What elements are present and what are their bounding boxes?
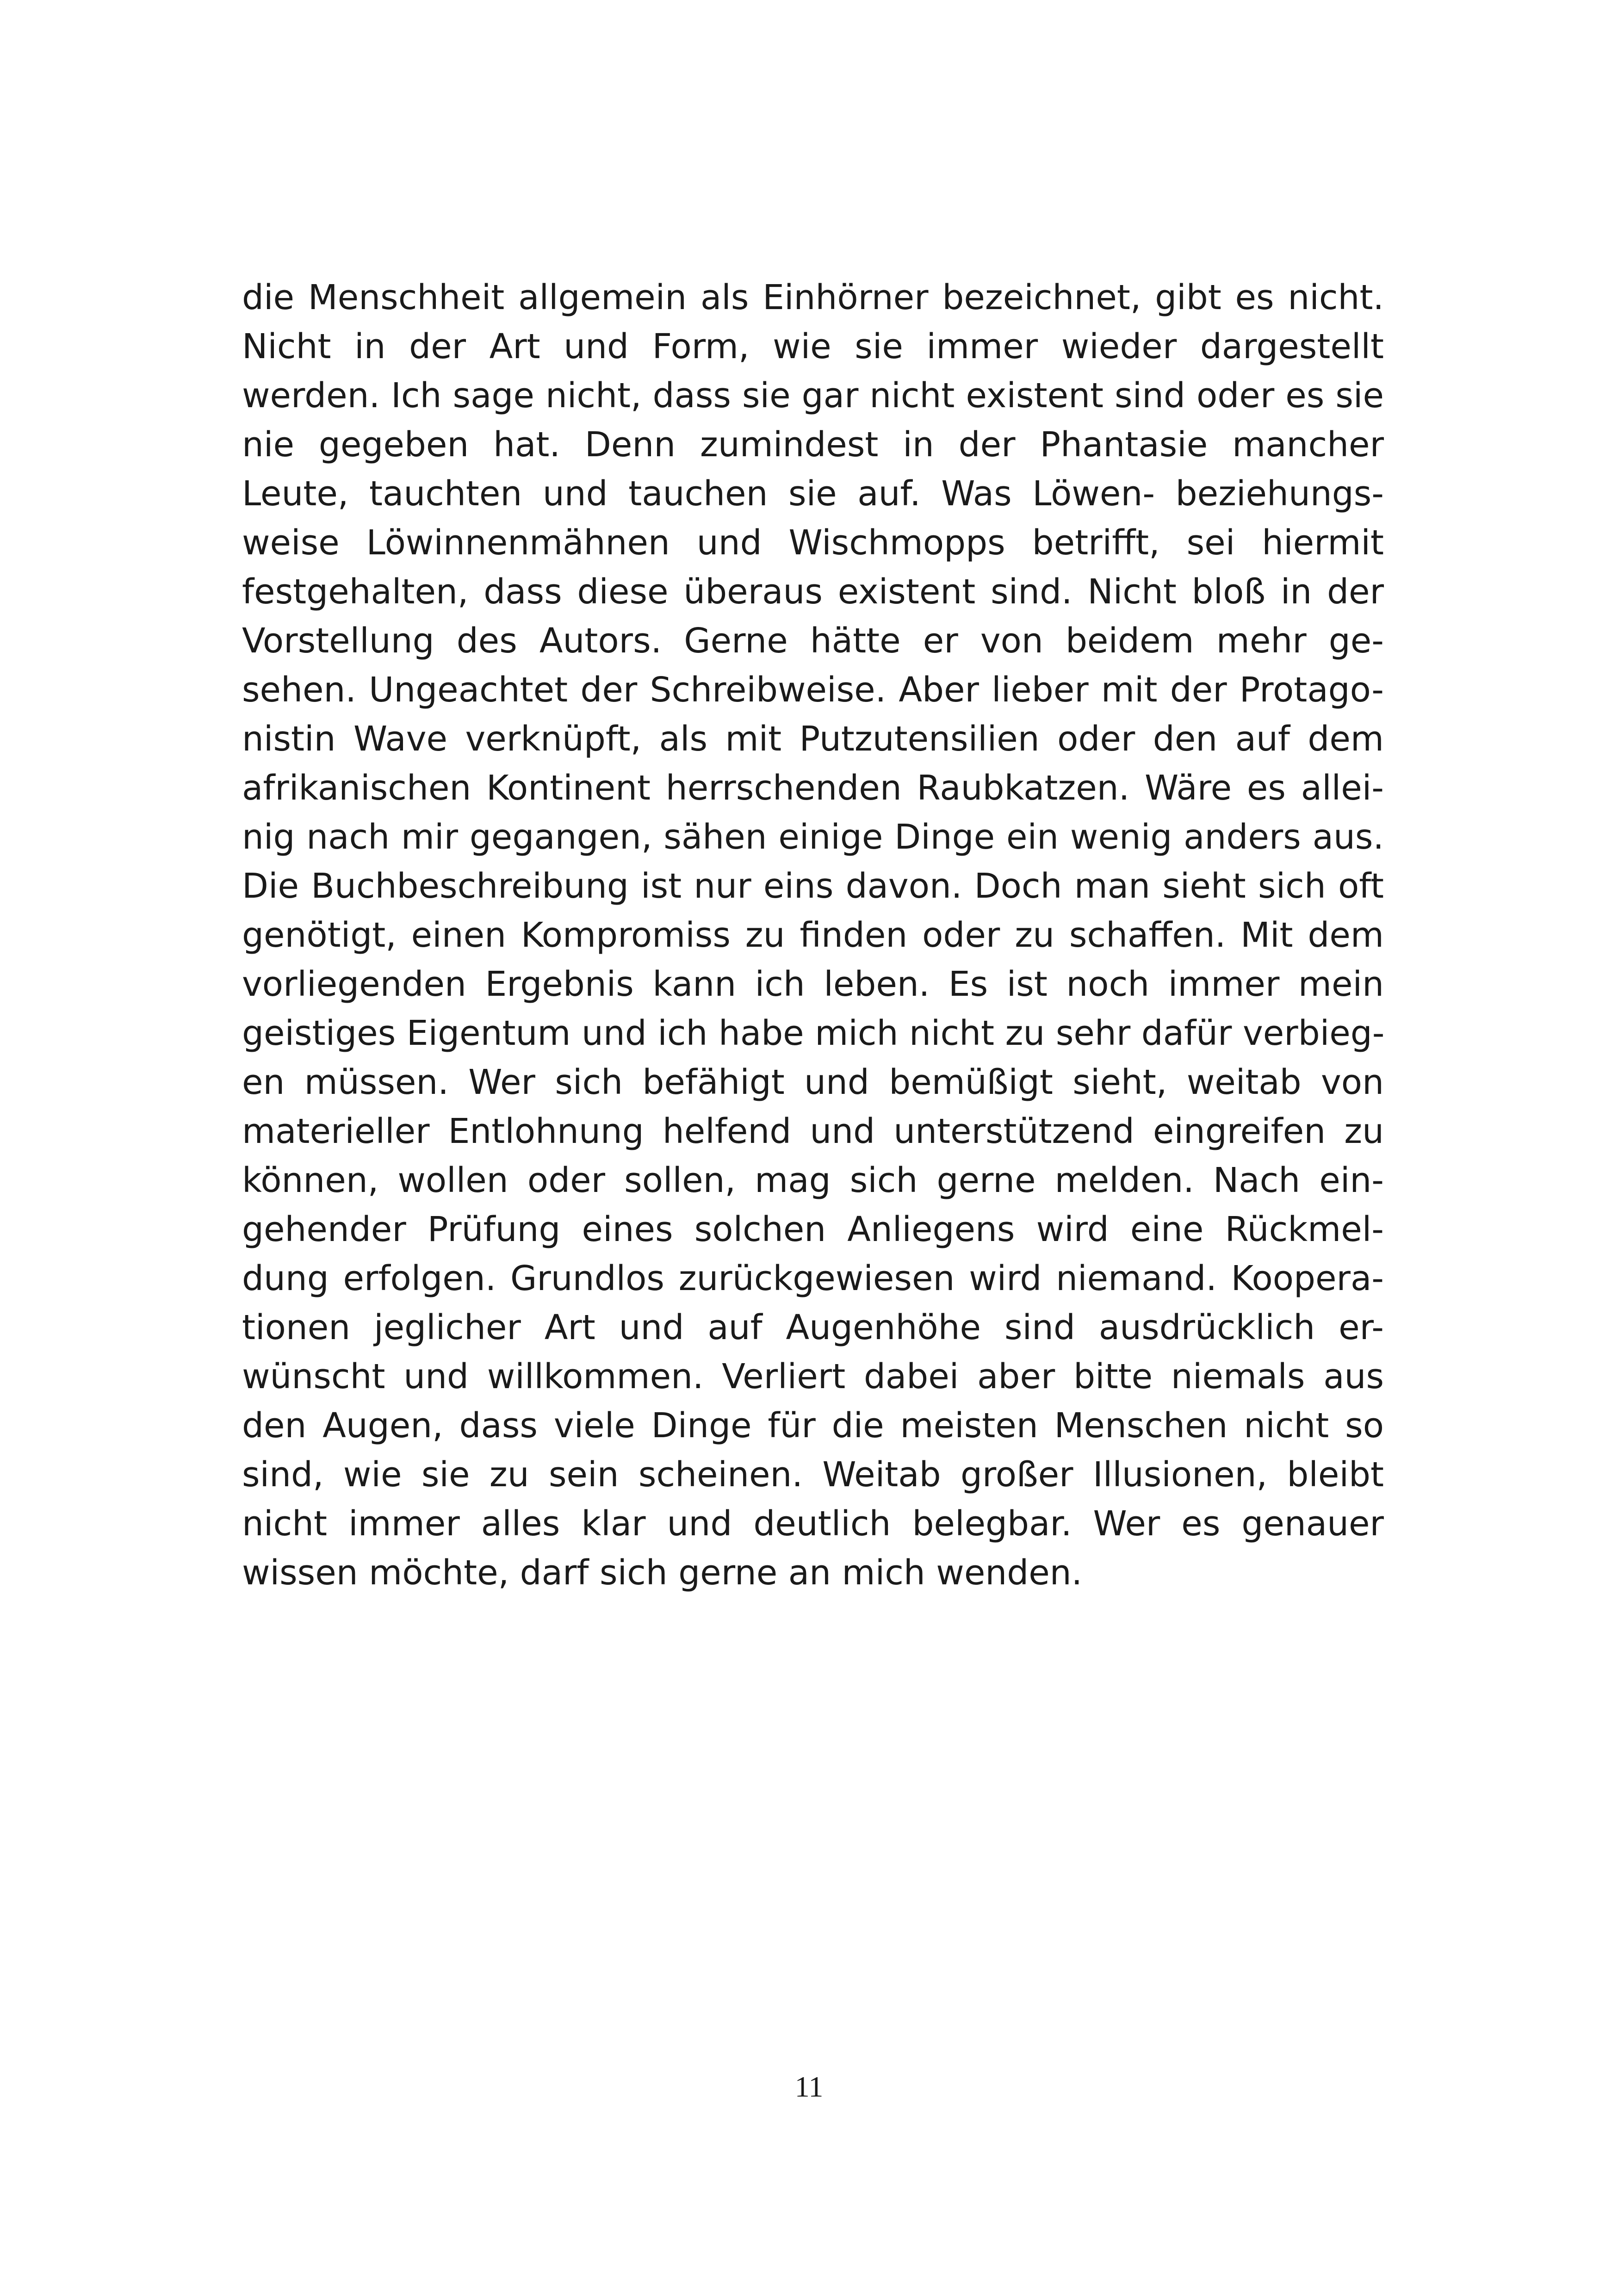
text-line: Die Buchbeschreibung ist nur eins davon. Doch man sieht sich oft [242, 866, 1384, 906]
text-line: nig nach mir gegangen, sähen einige Dinge ein wenig anders aus. [242, 817, 1384, 857]
text-line: den Augen, dass viele Dinge für die meisten Menschen nicht so [242, 1406, 1384, 1446]
text-line: en müssen. Wer sich befähigt und bemüßigt sieht, weitab von [242, 1062, 1384, 1102]
text-line: Leute, tauchten und tauchen sie auf. Was Löwen- beziehungs- [242, 474, 1384, 514]
text-line: sind, wie sie zu sein scheinen. Weitab großer Illusionen, bleibt [242, 1455, 1384, 1495]
text-line: sehen. Ungeachtet der Schreibweise. Aber lieber mit der Protago- [242, 670, 1384, 710]
text-line: genötigt, einen Kompromiss zu finden oder zu schaffen. Mit dem [242, 915, 1384, 955]
text-line: festgehalten, dass diese überaus existent sind. Nicht bloß in der [242, 572, 1384, 612]
text-line: nicht immer alles klar und deutlich belegbar. Wer es genauer [242, 1504, 1384, 1544]
text-line: materieller Entlohnung helfend und unterstützend eingreifen zu [242, 1111, 1384, 1151]
text-line: geistiges Eigentum und ich habe mich nicht zu sehr dafür verbieg- [242, 1013, 1385, 1053]
text-line: werden. Ich sage nicht, dass sie gar nicht existent sind oder es sie [242, 376, 1384, 416]
text-line: nistin Wave verknüpft, als mit Putzutensilien oder den auf dem [242, 719, 1384, 759]
text-line: nie gegeben hat. Denn zumindest in der Phantasie mancher [242, 425, 1384, 465]
body-text [242, 273, 1384, 1597]
text-line: weise Löwinnenmähnen und Wischmopps betrifft, sei hiermit [242, 523, 1384, 563]
text-line-last: wissen möchte, darf sich gerne an mich wenden. [242, 1553, 1083, 1593]
text-line: Nicht in der Art und Form, wie sie immer wieder dargestellt [242, 327, 1384, 366]
page-number: 11 [794, 2070, 824, 2103]
text-line: vorliegenden Ergebnis kann ich leben. Es ist noch immer mein [242, 964, 1384, 1004]
text-line: afrikanischen Kontinent herrschenden Raubkatzen. Wäre es allei- [242, 768, 1384, 808]
text-line: wünscht und willkommen. Verliert dabei aber bitte niemals aus [242, 1357, 1384, 1396]
text-line: gehender Prüfung eines solchen Anliegens wird eine Rückmel- [242, 1210, 1384, 1249]
text-line: tionen jeglicher Art und auf Augenhöhe sind ausdrücklich er- [242, 1308, 1384, 1347]
text-line: Vorstellung des Autors. Gerne hätte er von beidem mehr ge- [242, 621, 1384, 661]
text-line: können, wollen oder sollen, mag sich gerne melden. Nach ein- [242, 1160, 1384, 1200]
text-line: die Menschheit allgemein als Einhörner bezeichnet, gibt es nicht. [242, 278, 1384, 317]
text-line: dung erfolgen. Grundlos zurückgewiesen wird niemand. Koopera- [242, 1259, 1384, 1298]
